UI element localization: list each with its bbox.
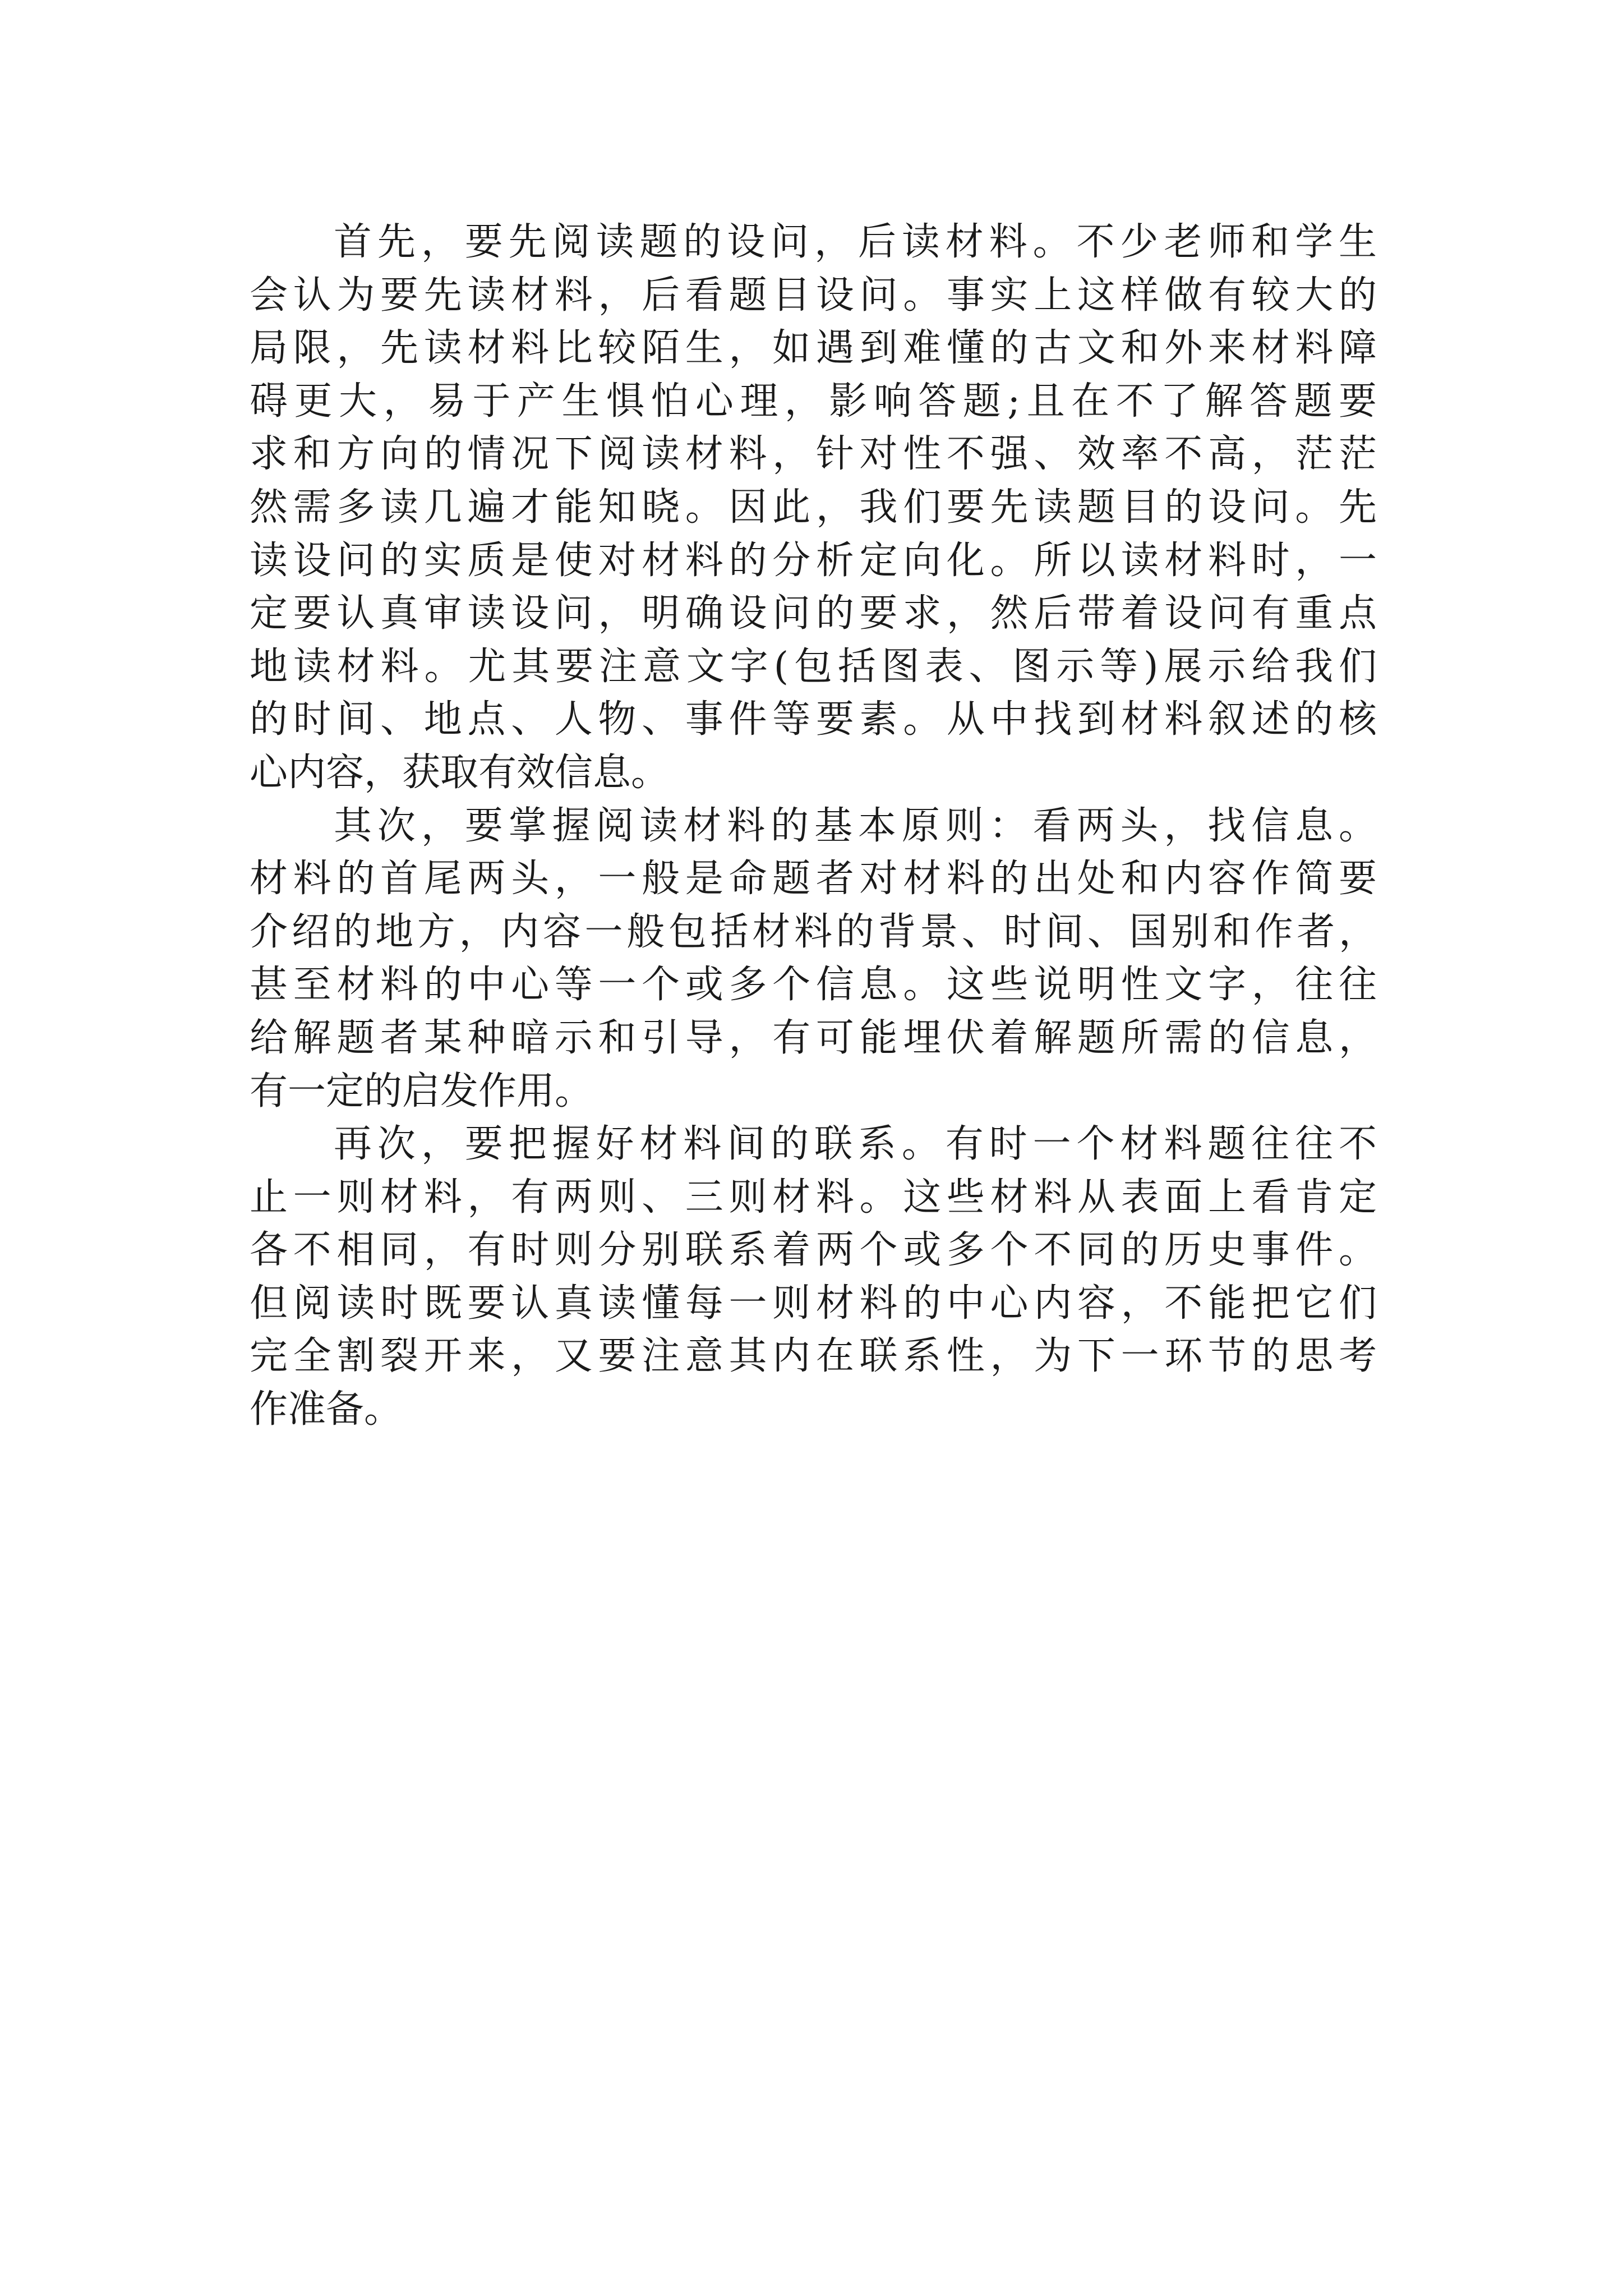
text-line: 止一则材料，有两则、三则材料。这些材料从表面上看肯定 [250,1175,1377,1220]
text-line: 甚至材料的中心等一个或多个信息。这些说明性文字，往往 [250,963,1377,1007]
text-line: 完全割裂开来，又要注意其内在联系性，为下一环节的思考 [250,1334,1377,1379]
text-line: 心内容，获取有效信息。 [250,750,670,795]
text-line: 但阅读时既要认真读懂每一则材料的中心内容，不能把它们 [250,1281,1377,1326]
text-line: 求和方向的情况下阅读材料，针对性不强、效率不高，茫茫 [250,432,1377,477]
text-line: 读设问的实质是使对材料的分析定向化。所以读材料时，一 [250,538,1377,583]
text-line: 的时间、地点、人物、事件等要素。从中找到材料叙述的核 [250,697,1377,742]
text-line: 定要认真审读设问，明确设问的要求，然后带着设问有重点 [250,591,1377,636]
body-text [250,216,1377,1437]
text-line: 介绍的地方，内容一般包括材料的背景、时间、国别和作者， [250,909,1377,954]
text-line: 首先，要先阅读题的设问，后读材料。不少老师和学生 [334,220,1377,264]
text-line: 局限，先读材料比较陌生，如遇到难懂的古文和外来材料障 [250,326,1377,371]
text-line: 会认为要先读材料，后看题目设问。事实上这样做有较大的 [250,273,1377,318]
text-line: 有一定的启发作用。 [250,1069,593,1114]
text-line: 给解题者某种暗示和引导，有可能埋伏着解题所需的信息， [250,1015,1377,1060]
paragraph-3 [250,1118,1377,1437]
paragraph-1 [250,216,1377,800]
text-line: 材料的首尾两头，一般是命题者对材料的出处和内容作简要 [250,857,1377,901]
paragraph-2 [250,800,1377,1119]
text-line: 碍更大，易于产生惧怕心理，影响答题;且在不了解答题要 [250,379,1377,424]
text-line: 再次，要把握好材料间的联系。有时一个材料题往往不 [334,1122,1377,1167]
text-line: 地读材料。尤其要注意文字(包括图表、图示等)展示给我们 [250,644,1377,689]
text-line: 然需多读几遍才能知晓。因此，我们要先读题目的设问。先 [250,485,1377,530]
text-line: 作准备。 [250,1387,403,1432]
text-line: 其次，要掌握阅读材料的基本原则：看两头，找信息。 [334,803,1377,848]
text-line: 各不相同，有时则分别联系着两个或多个不同的历史事件。 [250,1228,1377,1273]
